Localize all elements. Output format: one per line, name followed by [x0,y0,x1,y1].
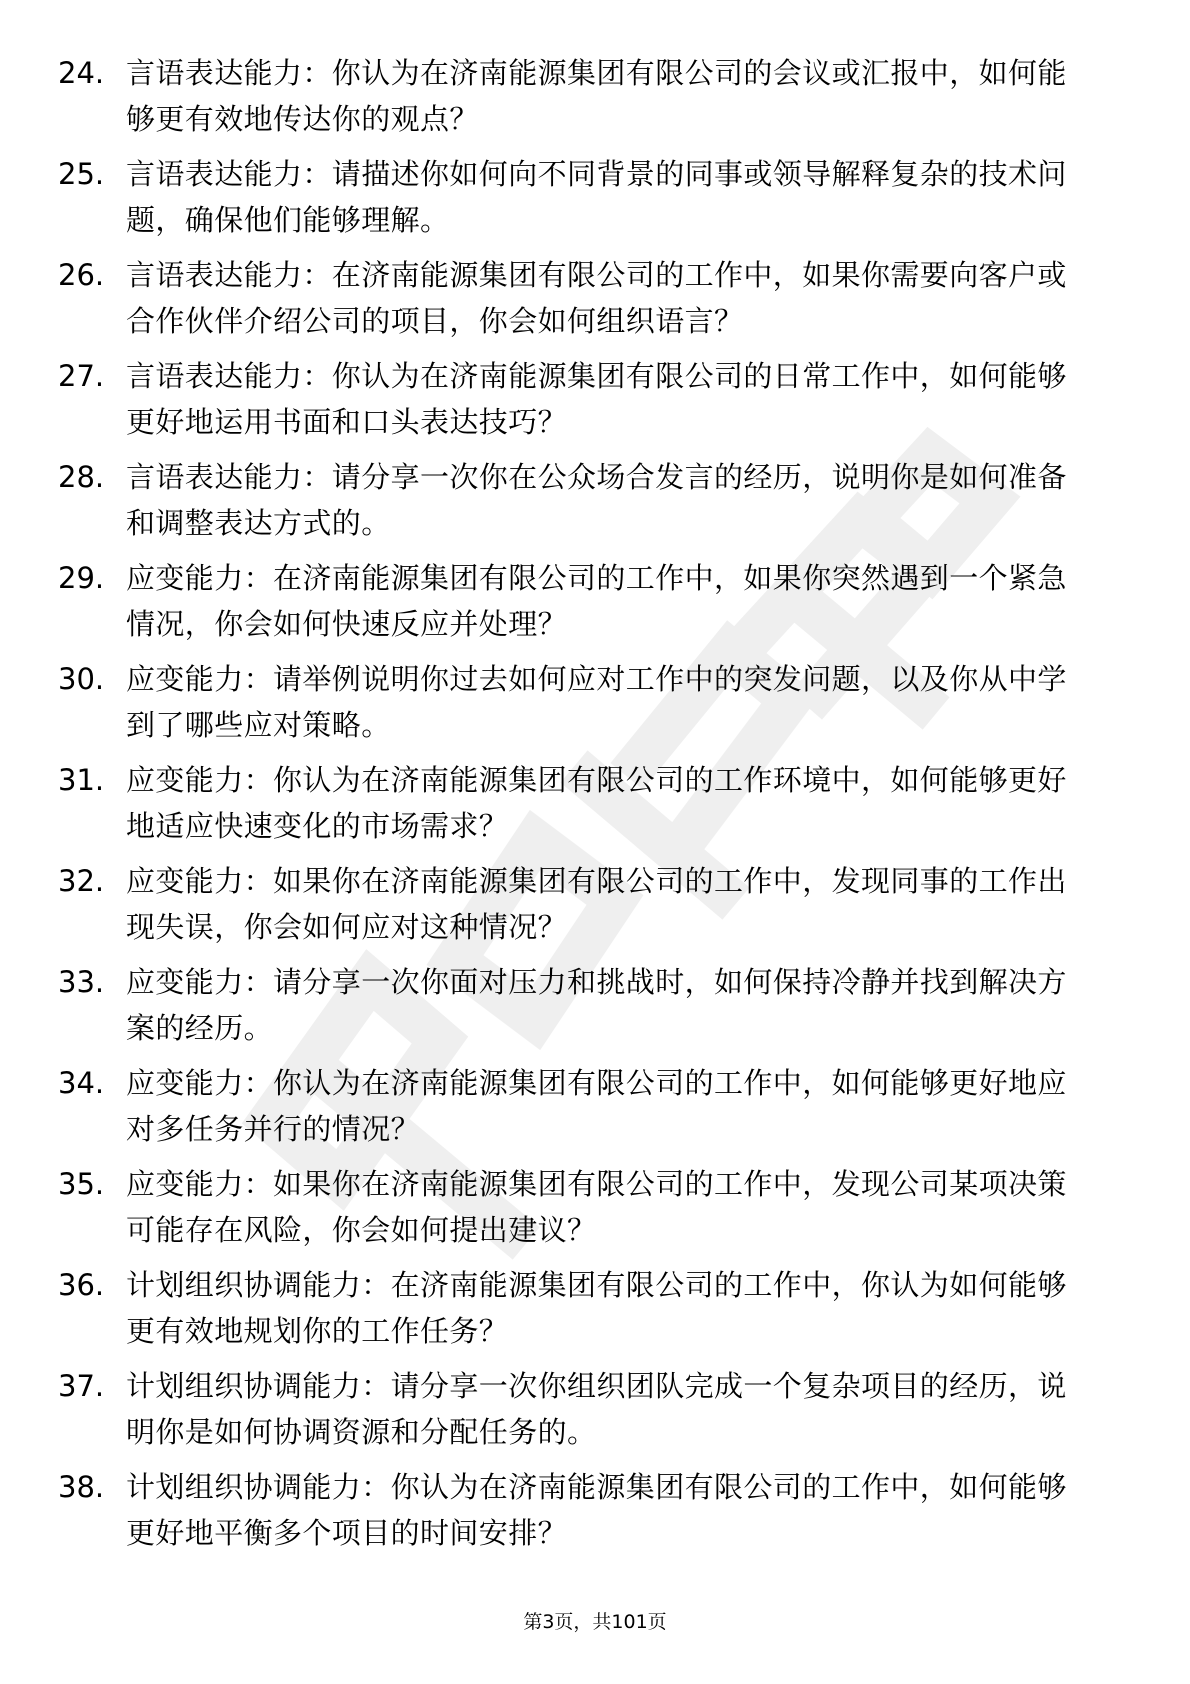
question-number: 31. [58,763,105,797]
question-item [58,151,1118,252]
question-item [58,252,1118,353]
question-text: 言语表达能力：你认为在济南能源集团有限公司的日常工作中，如何能够更好地运用书面和口头表达技巧？ [126,359,1067,439]
question-number: 29. [58,561,105,595]
question-item [58,858,1118,959]
question-item [58,959,1118,1060]
question-number: 28. [58,460,105,494]
question-text: 应变能力：如果你在济南能源集团有限公司的工作中，发现公司某项决策可能存在风险，你会如何提出建议？ [126,1167,1067,1247]
question-text: 言语表达能力：请分享一次你在公众场合发言的经历，说明你是如何准备和调整表达方式的。 [126,460,1067,540]
question-item [58,1060,1118,1161]
question-item [58,656,1118,757]
question-item [58,1262,1118,1363]
question-number: 26. [58,258,105,292]
question-item [58,50,1118,151]
question-text: 计划组织协调能力：请分享一次你组织团队完成一个复杂项目的经历，说明你是如何协调资源和分配任务的。 [126,1369,1067,1449]
question-number: 27. [58,359,105,393]
question-text: 言语表达能力：在济南能源集团有限公司的工作中，如果你需要向客户或合作伙伴介绍公司的项目，你会如何组织语言？ [126,258,1067,338]
question-text: 应变能力：在济南能源集团有限公司的工作中，如果你突然遇到一个紧急情况，你会如何快速反应并处理？ [126,561,1067,641]
question-number: 34. [58,1066,105,1100]
page-number-text: 第3页，共101页 [523,1611,667,1633]
question-text: 应变能力：请分享一次你面对压力和挑战时，如何保持冷静并找到解决方案的经历。 [126,965,1067,1045]
page-footer [0,1608,1190,1636]
question-number: 35. [58,1167,105,1201]
question-item [58,1161,1118,1262]
question-item [58,757,1118,858]
question-text: 应变能力：你认为在济南能源集团有限公司的工作中，如何能够更好地应对多任务并行的情况？ [126,1066,1067,1146]
question-text: 言语表达能力：请描述你如何向不同背景的同事或领导解释复杂的技术问题，确保他们能够理解。 [126,157,1067,237]
question-item [58,353,1118,454]
question-item [58,454,1118,555]
question-number: 32. [58,864,105,898]
question-number: 36. [58,1268,105,1302]
question-number: 37. [58,1369,105,1403]
question-number: 25. [58,157,105,191]
interview-question-list [58,50,1118,1565]
question-number: 33. [58,965,105,999]
question-text: 计划组织协调能力：在济南能源集团有限公司的工作中，你认为如何能够更有效地规划你的工作任务？ [126,1268,1067,1348]
question-item [58,1464,1118,1565]
question-item [58,555,1118,656]
question-text: 计划组织协调能力：你认为在济南能源集团有限公司的工作中，如何能够更好地平衡多个项目的时间安排？ [126,1470,1067,1550]
question-text: 应变能力：如果你在济南能源集团有限公司的工作中，发现同事的工作出现失误，你会如何应对这种情况？ [126,864,1067,944]
question-text: 言语表达能力：你认为在济南能源集团有限公司的会议或汇报中，如何能够更有效地传达你的观点？ [126,56,1067,136]
question-number: 24. [58,56,105,90]
question-number: 30. [58,662,105,696]
question-number: 38. [58,1470,105,1504]
question-text: 应变能力：请举例说明你过去如何应对工作中的突发问题，以及你从中学到了哪些应对策略。 [126,662,1067,742]
question-text: 应变能力：你认为在济南能源集团有限公司的工作环境中，如何能够更好地适应快速变化的市场需求？ [126,763,1067,843]
question-item [58,1363,1118,1464]
